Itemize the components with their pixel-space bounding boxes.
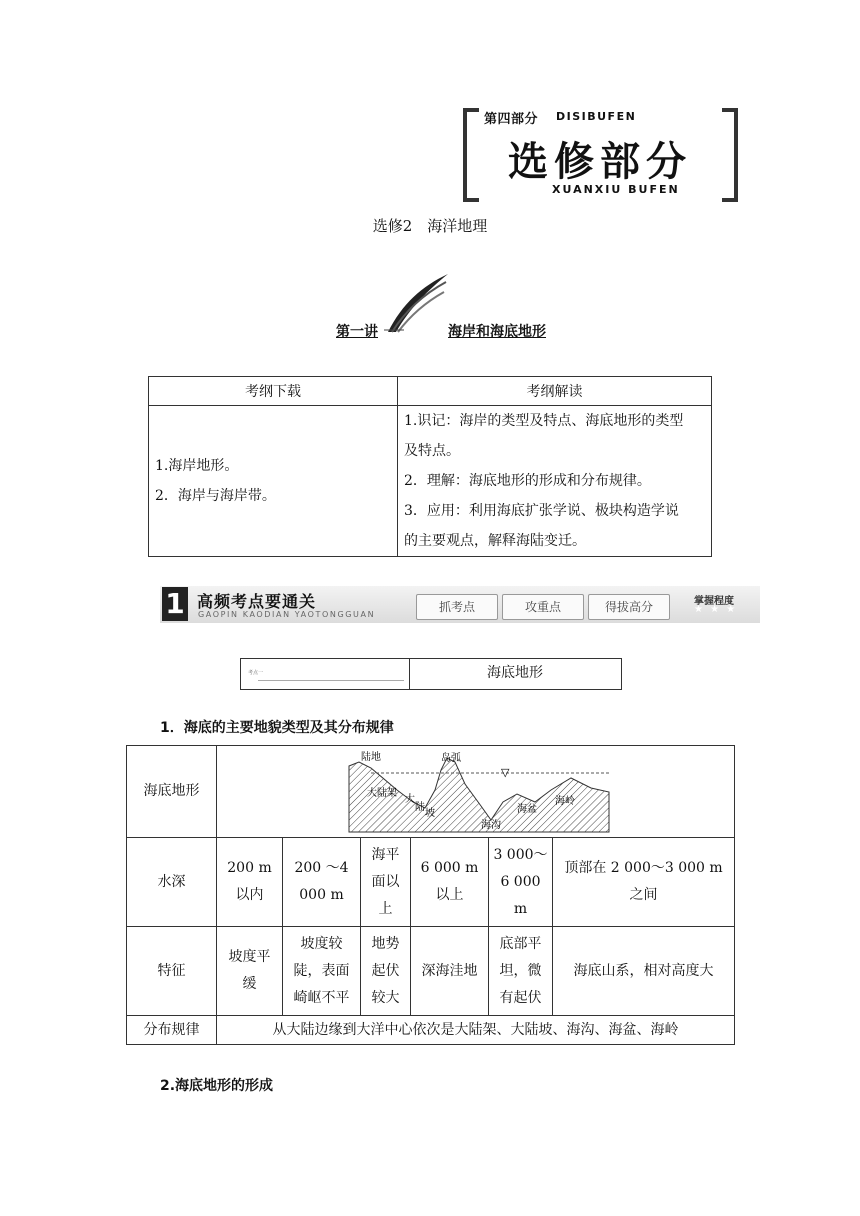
interpretation-line: 2．理解：海底地形的形成和分布规律。 bbox=[404, 473, 651, 489]
diagram-label-slope: 坡 bbox=[424, 807, 435, 819]
cell-line: 000 m bbox=[299, 887, 344, 903]
diagram-label-island-arc: 岛弧 bbox=[440, 752, 461, 764]
feature-cell bbox=[411, 927, 489, 1016]
cell-line: 起伏 bbox=[371, 962, 400, 979]
syllabus-table bbox=[148, 376, 712, 557]
depth-cell bbox=[411, 838, 489, 927]
interpretation-line: 3．应用：利用海底扩张学说、极块构造学说 bbox=[404, 503, 679, 519]
cell-line: 崎岖不平 bbox=[293, 989, 350, 1006]
cell-line: 较大 bbox=[371, 989, 400, 1006]
topic-label: 考点一 bbox=[248, 670, 264, 676]
download-item: 2．海岸与海岸带。 bbox=[155, 488, 276, 504]
cell-line: 地势 bbox=[371, 935, 400, 952]
cell-line: m bbox=[513, 900, 528, 917]
interpretation-line: 及特点。 bbox=[404, 443, 460, 459]
depth-cell bbox=[553, 838, 735, 927]
interpretation-line: 1.识记：海岸的类型及特点、海底地形的类型 bbox=[404, 413, 684, 429]
cell-line: 200 ～4 bbox=[294, 860, 349, 876]
banner-pinyin: GAOPIN KAODIAN YAOTONGGUAN bbox=[198, 610, 376, 619]
cell-line: 海底山系，相对高度大 bbox=[573, 962, 714, 979]
cell-line: 缓 bbox=[242, 976, 257, 992]
banner-title: 高频考点要通关 bbox=[197, 592, 317, 611]
feature-cell bbox=[553, 927, 735, 1016]
mastery-stars: ★ ★ ★ bbox=[694, 604, 738, 615]
cell-line: 以上 bbox=[435, 887, 464, 903]
diagram-label-sea-level: ▽ bbox=[500, 765, 509, 779]
cell-line: 陡，表面 bbox=[293, 962, 350, 979]
cell-line: 之间 bbox=[629, 887, 658, 903]
depth-cell bbox=[217, 838, 283, 927]
feature-cell bbox=[489, 927, 553, 1016]
syllabus-header-interpretation: 考纲解读 bbox=[398, 377, 712, 406]
download-item: 1.海岸地形。 bbox=[155, 458, 239, 474]
diagram-label-land: 陆地 bbox=[360, 751, 381, 763]
cell-line: 有起伏 bbox=[499, 989, 542, 1006]
row-label-distribution: 分布规律 bbox=[127, 1016, 217, 1045]
cell-line: 底部平 bbox=[499, 935, 542, 952]
bracket-right bbox=[722, 108, 738, 202]
syllabus-header-download: 考纲下载 bbox=[149, 377, 398, 406]
cell-line: 坡度较 bbox=[300, 935, 343, 952]
cell-line: 3 000～ bbox=[493, 846, 548, 863]
diagram-label-trench: 海沟 bbox=[480, 819, 501, 831]
diagram-label-ridge: 海岭 bbox=[554, 795, 575, 807]
subject-title: 选修2 海洋地理 bbox=[372, 217, 488, 235]
syllabus-download-cell bbox=[149, 406, 398, 557]
part-title: 选修部分 bbox=[508, 139, 692, 185]
row-label-feature: 特征 bbox=[127, 927, 217, 1016]
syllabus-interpretation-cell bbox=[398, 406, 712, 557]
feature-cell bbox=[361, 927, 411, 1016]
cell-line: 海平 bbox=[371, 846, 400, 863]
row-label-depth: 水深 bbox=[127, 838, 217, 927]
cell-line: 6 000 m bbox=[420, 860, 479, 876]
mastery-label: 掌握程度 bbox=[694, 596, 734, 607]
seafloor-diagram bbox=[341, 750, 611, 834]
cell-line: 6 000 bbox=[500, 873, 541, 890]
cell-line: 上 bbox=[378, 900, 393, 917]
cell-line: 200 m bbox=[227, 860, 272, 876]
feature-cell bbox=[283, 927, 361, 1016]
cell-line: 顶部在 2 000～3 000 m bbox=[564, 860, 723, 876]
section-heading-1: 1．海底的主要地貌类型及其分布规律 bbox=[160, 720, 394, 736]
banner-number: 1 bbox=[162, 587, 188, 621]
cell-line: 坦，微 bbox=[499, 962, 542, 979]
feature-cell bbox=[217, 927, 283, 1016]
topic-rule bbox=[258, 680, 404, 681]
title-pinyin: XUANXIU BUFEN bbox=[552, 183, 680, 196]
depth-cell bbox=[489, 838, 553, 927]
depth-cell bbox=[361, 838, 411, 927]
distribution-cell: 从大陆边缘到大洋中心依次是大陆架、大陆坡、海沟、海盆、海岭 bbox=[217, 1016, 735, 1045]
bracket-left bbox=[463, 108, 479, 202]
section-heading-2: 2.海底地形的形成 bbox=[160, 1078, 274, 1094]
diagram-label-slope: 大 bbox=[404, 793, 415, 805]
cell-line: 深海洼地 bbox=[421, 962, 478, 979]
lecture-number: 第一讲 bbox=[336, 324, 378, 340]
depth-cell bbox=[283, 838, 361, 927]
diagram-label-slope: 陆 bbox=[414, 801, 425, 813]
part-pinyin: DISIBUFEN bbox=[556, 110, 637, 123]
attack-focus-button[interactable]: 攻重点 bbox=[502, 594, 584, 620]
swoosh-icon bbox=[384, 272, 450, 334]
diagram-label-shelf: 大陆架 bbox=[366, 787, 397, 799]
landform-table bbox=[126, 745, 735, 1045]
lecture-title: 海岸和海底地形 bbox=[448, 324, 546, 340]
cell-line: 以内 bbox=[235, 887, 264, 903]
interpretation-line: 的主要观点，解释海陆变迁。 bbox=[404, 533, 586, 549]
topic-title: 海底地形 bbox=[487, 665, 543, 681]
cell-line: 面以 bbox=[371, 873, 400, 890]
diagram-label-basin: 海盆 bbox=[516, 803, 537, 815]
diagram-cell bbox=[217, 746, 735, 838]
cell-line: 坡度平 bbox=[228, 949, 271, 965]
row-label-landform: 海底地形 bbox=[127, 746, 217, 838]
grab-points-button[interactable]: 抓考点 bbox=[416, 594, 498, 620]
high-score-button[interactable]: 得拔高分 bbox=[588, 594, 670, 620]
part-label: 第四部分 bbox=[484, 112, 539, 127]
